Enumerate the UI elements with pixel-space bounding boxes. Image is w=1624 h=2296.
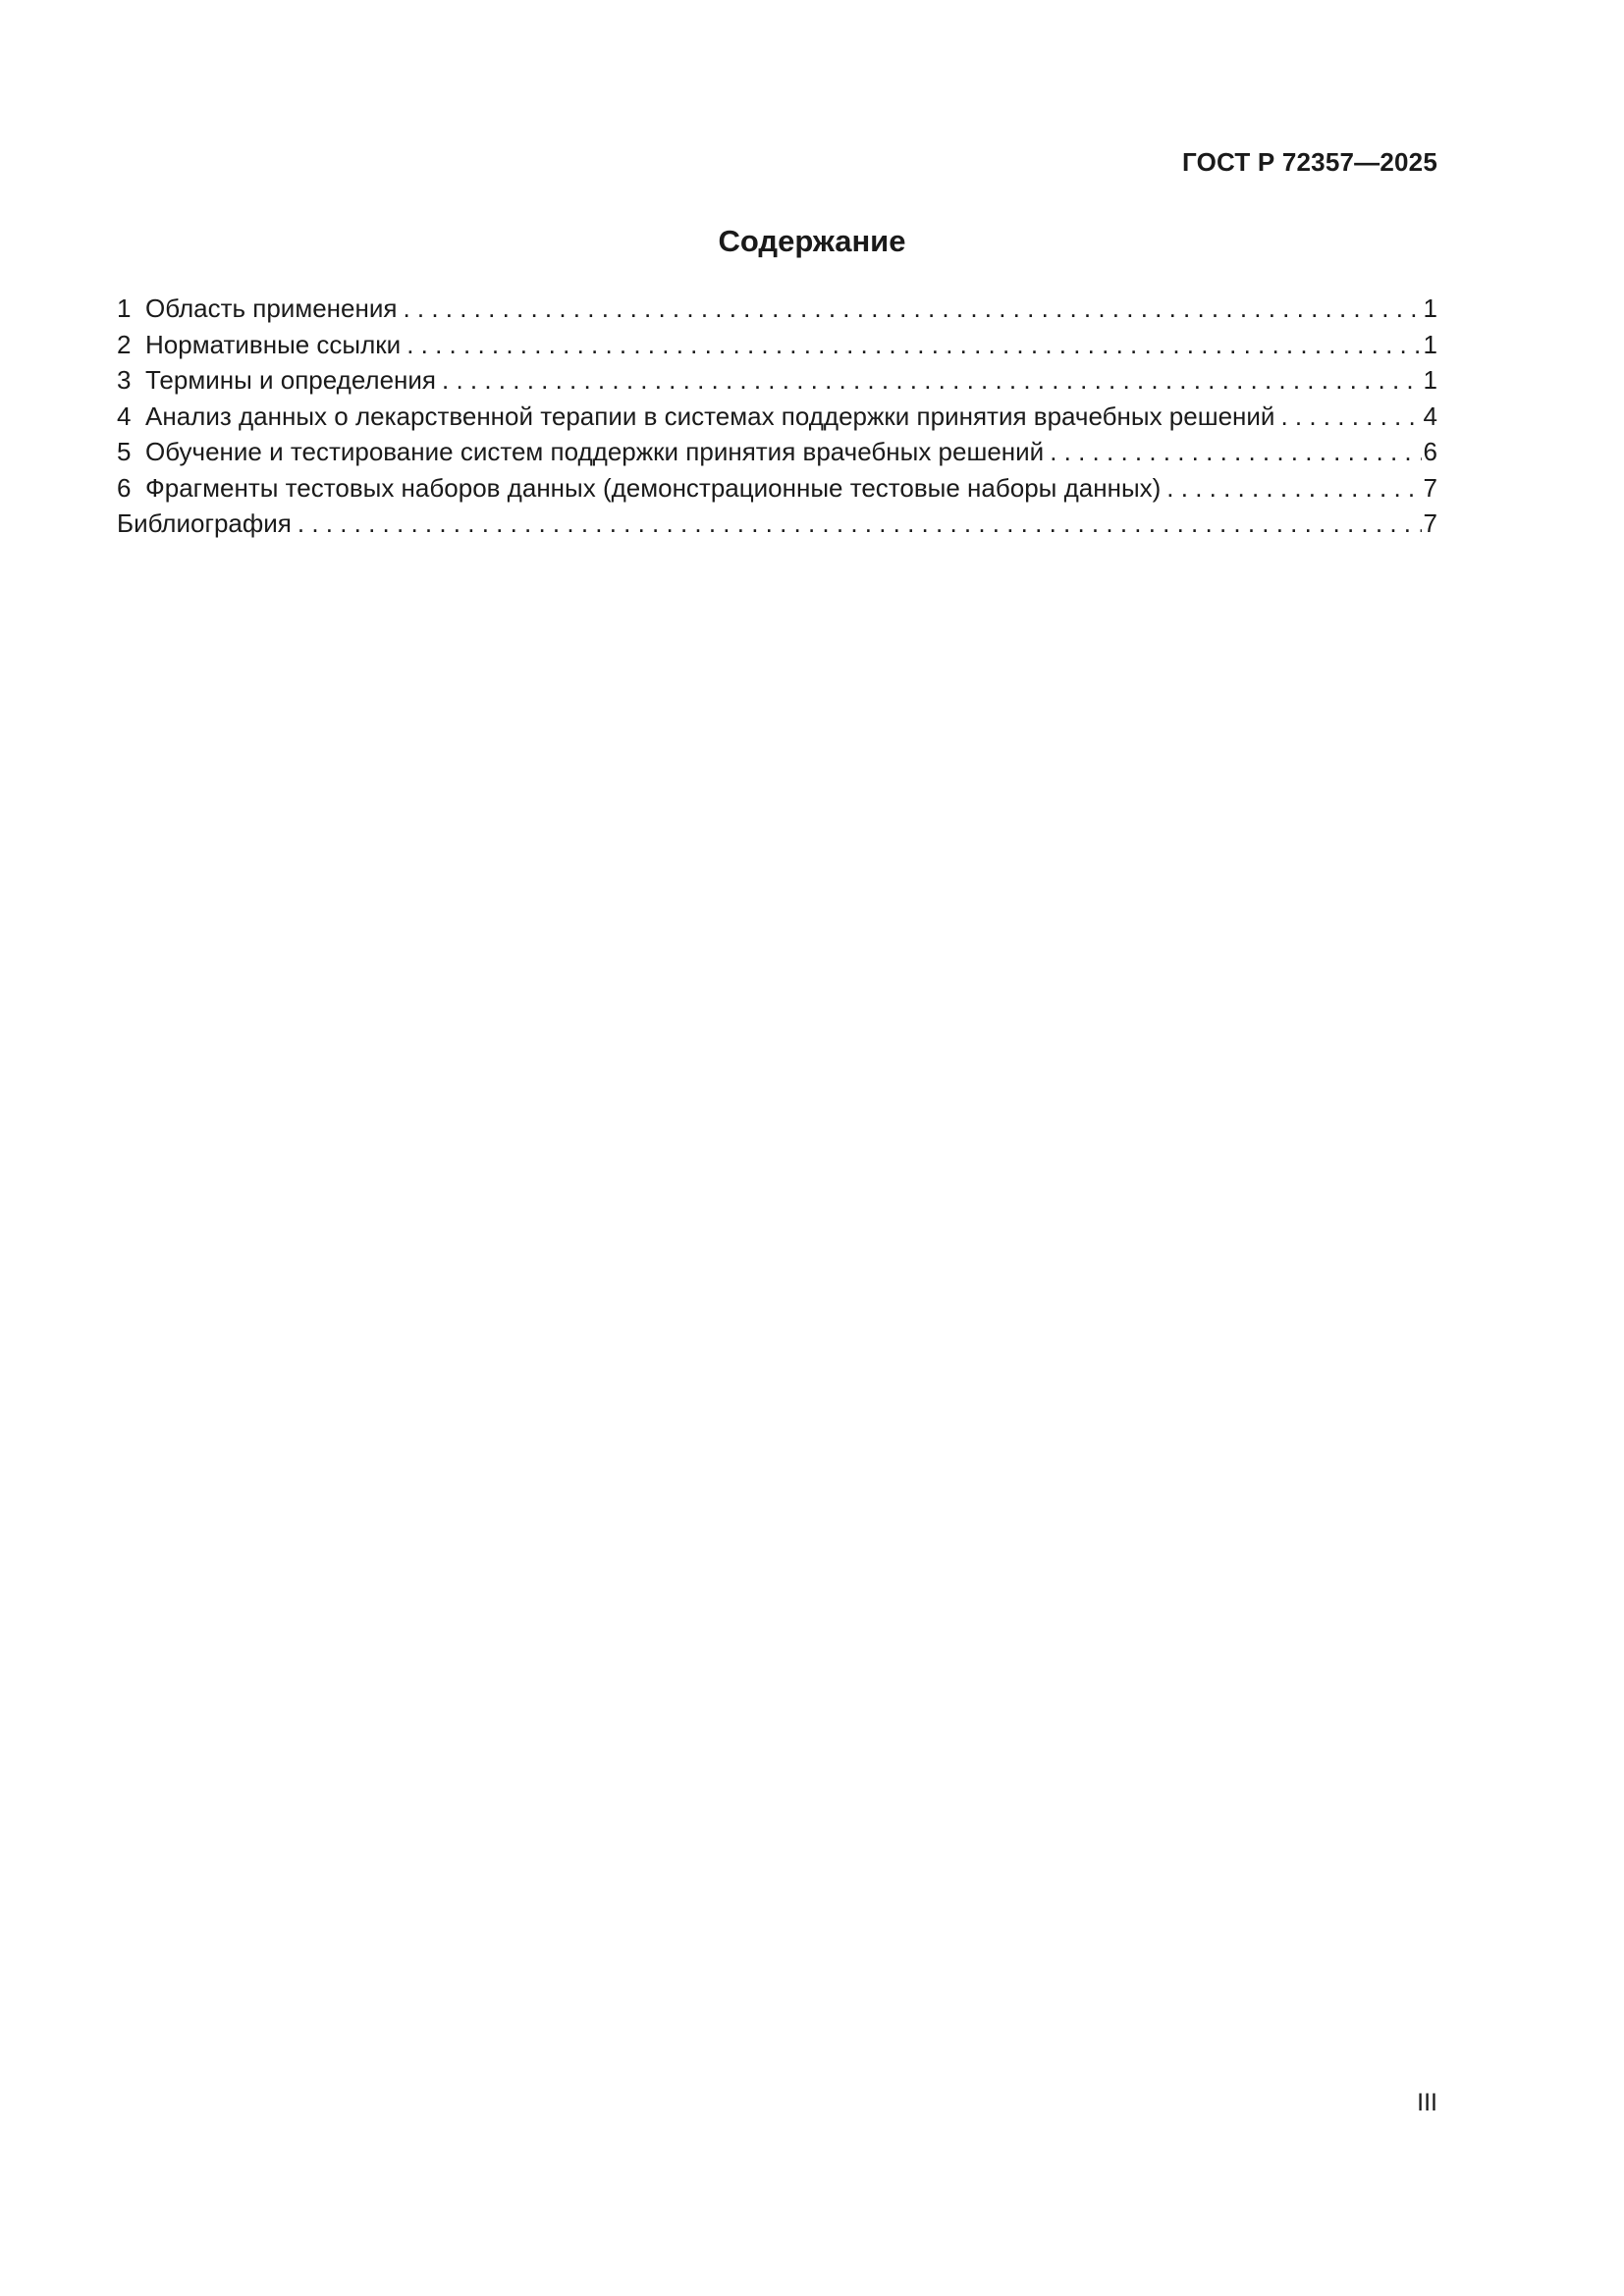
page-number: III [1417,2089,1437,2116]
toc-entry-label: Область применения [145,294,398,323]
toc-entry-page: 1 [1423,365,1437,395]
toc-entry[interactable] [117,362,1437,399]
toc-leader-dots [1050,434,1421,470]
toc-leader-dots [406,327,1421,363]
toc-entry-page: 1 [1423,294,1437,323]
toc-entry-number: 6 [117,472,132,503]
toc-entry[interactable] [117,434,1437,470]
toc-entry[interactable] [117,327,1437,363]
toc-entry[interactable] [117,470,1437,507]
toc-entry-label: Библиография [117,508,292,538]
toc-leader-dots [1166,470,1421,507]
toc-title: Содержание [718,224,906,258]
toc-entry-page: 6 [1423,437,1437,466]
toc-entry[interactable] [117,291,1437,327]
toc-entry-label: Нормативные ссылки [145,329,402,359]
toc-entry-page: 1 [1423,329,1437,359]
toc-entry-number: 5 [117,437,132,466]
toc-entry-label: Обучение и тестирование систем поддержки принятия врачебных решений [145,437,1045,466]
toc-entry-label: Анализ данных о лекарственной терапии в системах поддержки принятия врачебных решений [145,400,1275,431]
toc-entry-number: 4 [117,400,132,431]
toc-leader-dots [442,362,1422,399]
document-code: ГОСТ Р 72357—2025 [1182,147,1437,177]
toc-entry-page: 4 [1423,400,1437,431]
toc-leader-dots [298,506,1422,542]
toc-entry-bibliography[interactable] [117,506,1437,542]
toc-leader-dots [403,291,1421,327]
toc-entry-number: 2 [117,329,132,359]
toc-entry-number: 1 [117,294,132,323]
toc-entry-page: 7 [1423,472,1437,503]
toc-entry[interactable] [117,399,1437,435]
toc-entry-label: Фрагменты тестовых наборов данных (демонстрационные тестовые наборы данных) [145,472,1162,503]
toc-entry-page: 7 [1423,508,1437,538]
toc-entry-label: Термины и определения [145,365,437,395]
toc-entry-number: 3 [117,365,132,395]
table-of-contents [117,291,1437,542]
toc-leader-dots [1280,399,1421,435]
